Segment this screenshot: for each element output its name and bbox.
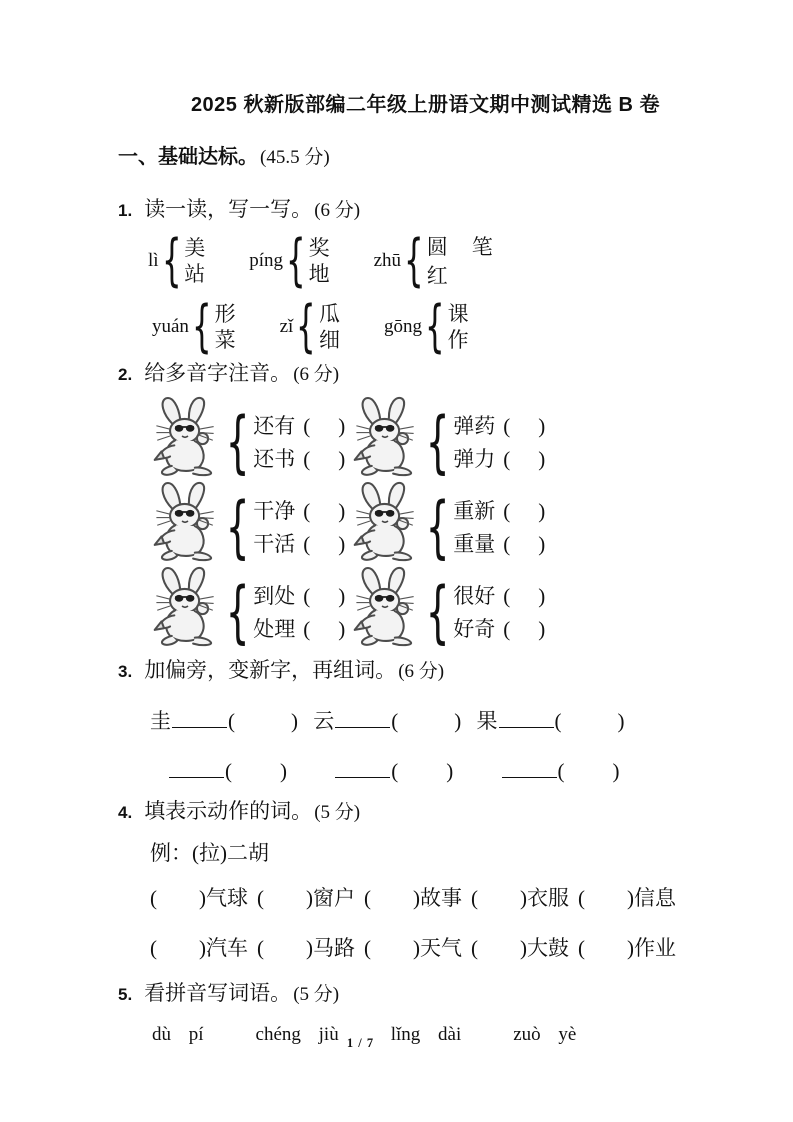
section-heading	[118, 144, 733, 172]
question-score: (5 分)	[314, 802, 361, 823]
verb-fill-item	[150, 932, 248, 962]
brace-icon: {	[404, 228, 424, 293]
q3-cell	[334, 759, 453, 784]
paren-close: )	[538, 414, 546, 438]
word-text: 好奇	[453, 617, 496, 641]
paren-open: (	[503, 532, 511, 556]
paren-close: )	[612, 759, 620, 783]
polyphone-group	[150, 562, 350, 652]
verb-fill-item	[257, 932, 355, 962]
q3-cell	[168, 759, 287, 784]
hanzi-bottom: 站	[184, 262, 206, 286]
blank-line	[335, 762, 390, 778]
paren-open: (	[303, 617, 311, 641]
word-text: 干活	[253, 532, 296, 556]
pinyin-label: lì	[148, 250, 159, 271]
paren-close: )	[538, 617, 546, 641]
noun-word: 气球	[206, 886, 248, 910]
polyphone-words	[253, 496, 345, 562]
brace-icon: {	[225, 573, 250, 652]
paren-open: (	[150, 936, 157, 960]
verb-fill-item	[471, 932, 569, 962]
hanzi-bottom: 细	[318, 328, 340, 352]
hanzi-bottom: 菜	[214, 328, 236, 352]
question-text: 填表示动作的词。	[144, 799, 313, 823]
polyphone-word	[453, 496, 545, 529]
hanzi-column	[215, 301, 236, 353]
polyphone-word	[453, 411, 545, 444]
word-text: 到处	[253, 584, 296, 608]
polyphone-group	[150, 477, 350, 567]
blank-line	[499, 712, 554, 728]
verb-fill-item	[578, 882, 676, 912]
verb-fill-item	[364, 882, 462, 912]
page-title: 2025 秋新版部编二年级上册语文期中测试精选 B 卷	[190, 94, 661, 116]
noun-word: 汽车	[206, 936, 248, 960]
paren-close: )	[306, 936, 313, 960]
verb-fill-item	[257, 882, 355, 912]
question-text: 读一读，写一写。	[144, 197, 313, 221]
paren-open: (	[503, 414, 511, 438]
paren-close: )	[306, 886, 313, 910]
question-score: (6 分)	[314, 200, 361, 221]
word-text: 重新	[453, 499, 496, 523]
pinyin-label: zhū	[373, 250, 402, 271]
paren-open: (	[150, 886, 157, 910]
noun-word: 窗户	[313, 886, 355, 910]
polyphone-group	[150, 392, 350, 482]
polyphone-words	[253, 411, 345, 477]
hanzi-bottom: 地	[308, 262, 330, 286]
hanzi-top-line	[427, 234, 493, 263]
hanzi-top-extra: 笔	[471, 234, 493, 259]
blank-line	[169, 762, 224, 778]
question-score: (6 分)	[293, 364, 340, 385]
noun-word: 衣服	[527, 886, 569, 910]
polyphone-word	[453, 529, 545, 562]
q3-row-2	[168, 759, 733, 784]
word-text: 处理	[253, 617, 296, 641]
brace-icon: {	[191, 294, 212, 359]
hanzi-column	[319, 301, 340, 353]
pinyin-label: zǐ	[279, 316, 294, 337]
word-text: 还书	[253, 447, 296, 471]
rabbit-icon	[350, 565, 426, 647]
noun-word: 信息	[634, 886, 676, 910]
paren-open: (	[303, 584, 311, 608]
question-number: 2.	[118, 365, 133, 384]
q3-cell	[501, 759, 620, 784]
paren-open: (	[578, 886, 585, 910]
question-1-label	[118, 196, 733, 224]
paren-close: )	[338, 447, 346, 471]
rabbit-icon	[150, 480, 226, 562]
paren-close: )	[617, 709, 625, 733]
brace-icon: {	[161, 228, 182, 293]
question-4-label	[118, 798, 733, 826]
paren-open: (	[557, 759, 565, 783]
polyphone-words	[453, 496, 545, 562]
base-char: 云	[313, 709, 335, 733]
paren-close: )	[538, 532, 546, 556]
hanzi-top: 形	[214, 302, 236, 326]
base-char: 圭	[150, 709, 171, 733]
brace-icon: {	[424, 294, 445, 359]
paren-close: )	[338, 414, 346, 438]
brace-icon: {	[296, 294, 316, 359]
q3-row-1	[150, 705, 733, 735]
paren-close: )	[199, 886, 206, 910]
paren-close: )	[627, 936, 634, 960]
blank-line	[172, 712, 227, 728]
page-number: 1 / 7	[346, 1036, 375, 1050]
polyphone-word	[453, 444, 545, 477]
paren-close: )	[520, 886, 527, 910]
polyphone-word	[253, 444, 345, 477]
question-5-label	[118, 980, 733, 1008]
q3-cell	[477, 705, 625, 735]
paren-open: (	[554, 709, 562, 733]
pinyin-label: píng	[249, 250, 283, 271]
hanzi-top: 美	[184, 236, 206, 260]
paren-close: )	[520, 936, 527, 960]
hanzi-bottom: 作	[447, 328, 469, 352]
brace-icon: {	[286, 228, 306, 293]
pinyin-word: lǐng dài	[390, 1024, 462, 1045]
q2-polyphone-grid	[150, 392, 733, 652]
paren-open: (	[303, 532, 311, 556]
q4-row-1	[150, 882, 733, 912]
question-2-label	[118, 360, 733, 388]
noun-word: 马路	[313, 936, 355, 960]
pinyin-bracket-group	[373, 228, 493, 293]
page-content	[0, 92, 793, 1046]
paren-open: (	[257, 936, 264, 960]
polyphone-word	[453, 581, 545, 614]
blank-line	[502, 762, 557, 778]
paren-open: (	[578, 936, 585, 960]
verb-fill-item	[364, 932, 462, 962]
pinyin-bracket-group	[152, 294, 236, 359]
paren-close: )	[413, 886, 420, 910]
polyphone-group	[350, 477, 733, 567]
word-text: 重量	[453, 532, 496, 556]
example-text: 例：(拉)二胡	[150, 841, 269, 865]
q3-cell	[150, 705, 298, 735]
brace-icon: {	[425, 573, 450, 652]
word-text: 弹力	[453, 447, 496, 471]
paren-open: (	[391, 759, 399, 783]
brace-icon: {	[425, 403, 450, 482]
question-score: (5 分)	[293, 984, 340, 1005]
verb-fill-item	[471, 882, 569, 912]
rabbit-icon	[150, 565, 226, 647]
pinyin-label: gōng	[383, 316, 422, 337]
polyphone-word	[253, 529, 345, 562]
question-text: 加偏旁，变新字，再组词。	[144, 658, 397, 682]
polyphone-words	[253, 581, 345, 647]
brace-icon: {	[225, 403, 250, 482]
pinyin-bracket-group	[249, 228, 330, 293]
paren-open: (	[471, 886, 478, 910]
hanzi-column	[427, 234, 493, 289]
verb-fill-item	[578, 932, 676, 962]
word-text: 弹药	[453, 414, 496, 438]
brace-icon: {	[225, 488, 250, 567]
word-text: 干净	[253, 499, 296, 523]
paren-open: (	[364, 886, 371, 910]
question-number: 3.	[118, 662, 133, 681]
paren-close: )	[446, 759, 454, 783]
word-text: 很好	[453, 584, 496, 608]
pinyin-label: yuán	[152, 316, 189, 337]
paren-close: )	[338, 584, 346, 608]
pinyin-bracket-group	[148, 228, 206, 293]
polyphone-words	[453, 581, 545, 647]
base-char: 果	[476, 709, 498, 733]
brace-icon: {	[425, 488, 450, 567]
question-number: 4.	[118, 803, 133, 822]
paren-close: )	[413, 936, 420, 960]
q4-row-2	[150, 932, 733, 962]
paren-close: )	[291, 709, 298, 733]
polyphone-group	[350, 562, 733, 652]
paren-open: (	[503, 447, 511, 471]
paren-close: )	[627, 886, 634, 910]
question-number: 5.	[118, 985, 133, 1004]
hanzi-column	[448, 301, 469, 353]
paren-close: )	[454, 709, 462, 733]
paren-close: )	[338, 617, 346, 641]
question-text: 给多音字注音。	[144, 361, 292, 385]
paren-open: (	[503, 617, 511, 641]
rabbit-icon	[350, 395, 426, 477]
word-text: 还有	[253, 414, 296, 438]
noun-word: 天气	[420, 936, 462, 960]
noun-word: 故事	[420, 886, 462, 910]
hanzi-top: 奖	[308, 236, 330, 260]
section-score: (45.5 分)	[260, 147, 330, 168]
paren-open: (	[391, 709, 399, 733]
hanzi-top: 瓜	[318, 302, 340, 326]
polyphone-word	[453, 614, 545, 647]
paren-open: (	[503, 499, 511, 523]
polyphone-words	[453, 411, 545, 477]
paren-close: )	[538, 447, 546, 471]
section-heading-text: 一、基础达标。	[118, 146, 258, 168]
q1-row-2	[152, 294, 733, 359]
pinyin-word: chéng jiù	[255, 1024, 339, 1045]
paren-open: (	[257, 886, 264, 910]
paren-open: (	[471, 936, 478, 960]
pinyin-bracket-group	[383, 294, 469, 359]
polyphone-word	[253, 496, 345, 529]
paren-open: (	[228, 709, 235, 733]
pinyin-word: zuò yè	[513, 1024, 577, 1045]
hanzi-top: 课	[447, 302, 469, 326]
polyphone-word	[253, 581, 345, 614]
paren-close: )	[538, 499, 546, 523]
rabbit-icon	[350, 480, 426, 562]
polyphone-word	[253, 614, 345, 647]
q1-row-1	[148, 228, 733, 293]
paren-open: (	[225, 759, 232, 783]
paren-open: (	[303, 447, 311, 471]
hanzi-top: 圆	[426, 234, 448, 259]
question-number: 1.	[118, 201, 133, 220]
paren-open: (	[303, 499, 311, 523]
pinyin-word: dù pí	[152, 1024, 204, 1045]
pinyin-bracket-group	[279, 294, 340, 359]
paren-close: )	[338, 532, 346, 556]
noun-word: 大鼓	[527, 936, 569, 960]
hanzi-column	[309, 235, 330, 287]
hanzi-column	[184, 235, 205, 287]
paren-open: (	[303, 414, 311, 438]
question-3-label	[118, 657, 733, 685]
paren-close: )	[280, 759, 287, 783]
paren-open: (	[364, 936, 371, 960]
paren-close: )	[338, 499, 346, 523]
question-score: (6 分)	[398, 661, 445, 682]
rabbit-icon	[150, 395, 226, 477]
paren-close: )	[538, 584, 546, 608]
polyphone-group	[350, 392, 733, 482]
blank-line	[335, 712, 390, 728]
paren-open: (	[503, 584, 511, 608]
paren-close: )	[199, 936, 206, 960]
noun-word: 作业	[634, 936, 676, 960]
verb-fill-item	[150, 882, 248, 912]
q3-cell	[313, 705, 461, 735]
polyphone-word	[253, 411, 345, 444]
hanzi-bottom: 红	[426, 263, 448, 288]
question-text: 看拼音写词语。	[144, 981, 292, 1005]
